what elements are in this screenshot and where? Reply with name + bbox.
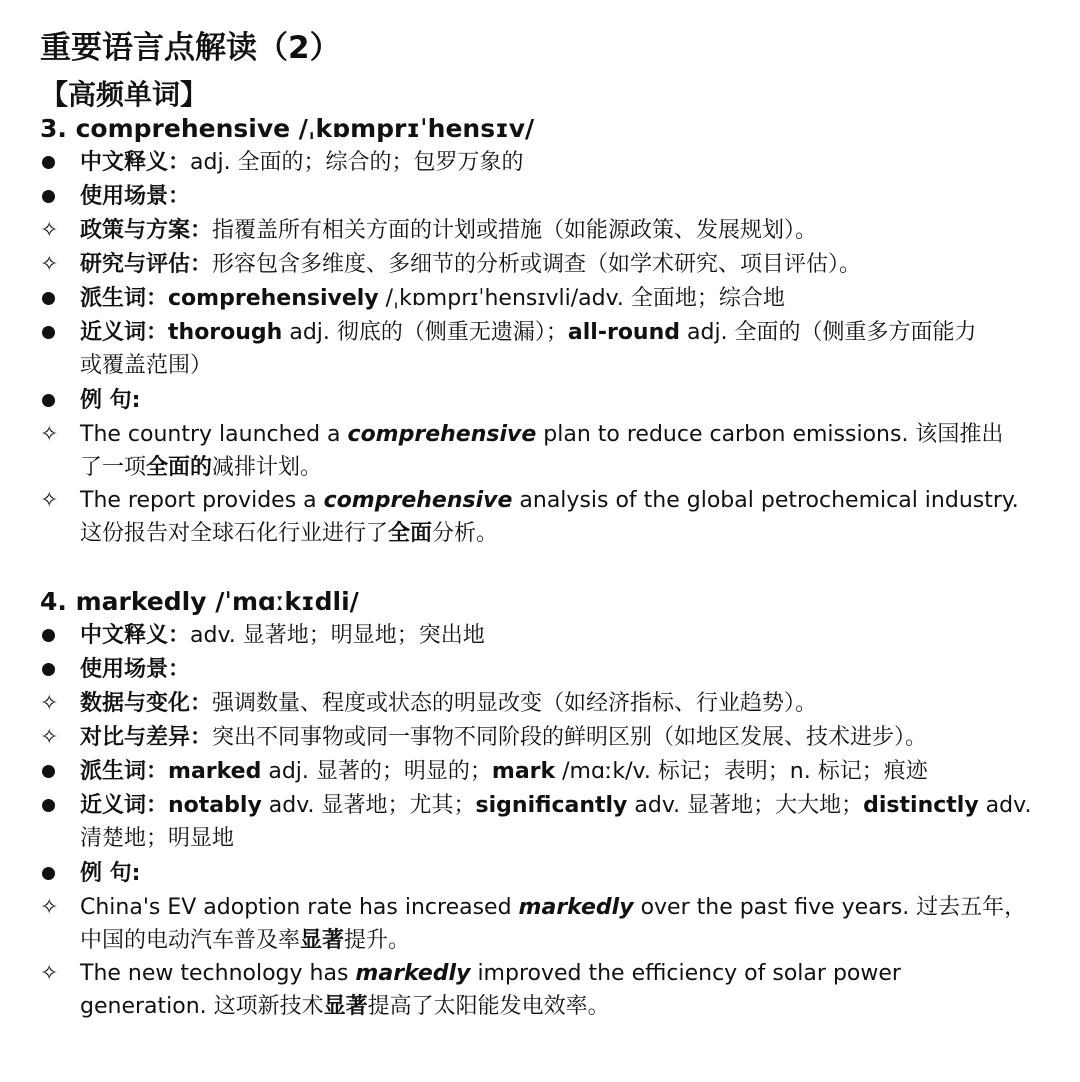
example-sentence: ✧ China's EV adoption rate has increased markedly over the past five years. 过去五年， 中国的电动汽车普及率显著提升。 (40, 891, 1040, 957)
word-heading: 4. markedly /ˈmɑːkɪdli/ (40, 587, 359, 616)
example-sentence: ✧ The new technology has markedly improved the efficiency of solar power generation. 这项新技术显著提高了太阳能发电效率。 (40, 957, 1040, 1023)
diamond-bullet-icon: ✧ (40, 218, 59, 243)
scenario-item: ✧ 对比与差异：突出不同事物或同一事物不同阶段的鲜明区别（如地区发展、技术进步）。 (40, 721, 1040, 754)
diamond-bullet-icon: ✧ (40, 488, 59, 513)
diamond-bullet-icon: ✧ (40, 895, 59, 920)
meaning-line: 中文释义：adv. 显著地；明显地；突出地 (40, 619, 1040, 652)
bullet-dot-icon (42, 326, 55, 339)
bullet-dot-icon (42, 156, 55, 169)
page-title: 重要语言点解读（2） (40, 30, 341, 66)
bullet-dot-icon (42, 292, 55, 305)
scenario-item: ✧ 政策与方案：指覆盖所有相关方面的计划或措施（如能源政策、发展规划）。 (40, 214, 1040, 247)
usage-line: 使用场景： (40, 653, 1040, 686)
bullet-dot-icon (42, 394, 55, 407)
section-subtitle: 【高频单词】 (40, 78, 209, 111)
diamond-bullet-icon: ✧ (40, 252, 59, 277)
bullet-dot-icon (42, 629, 55, 642)
derived-line: 派生词：comprehensively /ˌkɒmprɪˈhensɪvli/adv. 全面地；综合地 (40, 282, 1040, 315)
diamond-bullet-icon: ✧ (40, 961, 59, 986)
synonym-line: 近义词：notably adv. 显著地；尤其；significantly adv. 显著地；大大地；distinctly adv. 清楚地；明显地 (40, 789, 1040, 855)
word-heading: 3. comprehensive /ˌkɒmprɪˈhensɪv/ (40, 114, 535, 143)
meaning-line: 中文释义：adj. 全面的；综合的；包罗万象的 (40, 146, 1040, 179)
scenario-item: ✧ 研究与评估：形容包含多维度、多细节的分析或调查（如学术研究、项目评估）。 (40, 248, 1040, 281)
example-heading: 例 句: (40, 384, 1040, 417)
diamond-bullet-icon: ✧ (40, 691, 59, 716)
example-sentence: ✧ The report provides a comprehensive analysis of the global petrochemical industry. 这份报告对全球石化行业进行了全面分析。 (40, 484, 1040, 550)
bullet-dot-icon (42, 799, 55, 812)
example-sentence: ✧ The country launched a comprehensive plan to reduce carbon emissions. 该国推出 了一项全面的减排计划。 (40, 418, 1040, 484)
bullet-dot-icon (42, 765, 55, 778)
scenario-item: ✧ 数据与变化：强调数量、程度或状态的明显改变（如经济指标、行业趋势）。 (40, 687, 1040, 720)
bullet-dot-icon (42, 867, 55, 880)
diamond-bullet-icon: ✧ (40, 725, 59, 750)
diamond-bullet-icon: ✧ (40, 422, 59, 447)
derived-line: 派生词：marked adj. 显著的；明显的；mark /mɑːk/v. 标记；表明；n. 标记；痕迹 (40, 755, 1040, 788)
synonym-line: 近义词：thorough adj. 彻底的（侧重无遗漏）；all-round adj. 全面的（侧重多方面能力 或覆盖范围） (40, 316, 1040, 382)
bullet-dot-icon (42, 663, 55, 676)
bullet-dot-icon (42, 190, 55, 203)
example-heading: 例 句: (40, 857, 1040, 890)
usage-line: 使用场景： (40, 180, 1040, 213)
